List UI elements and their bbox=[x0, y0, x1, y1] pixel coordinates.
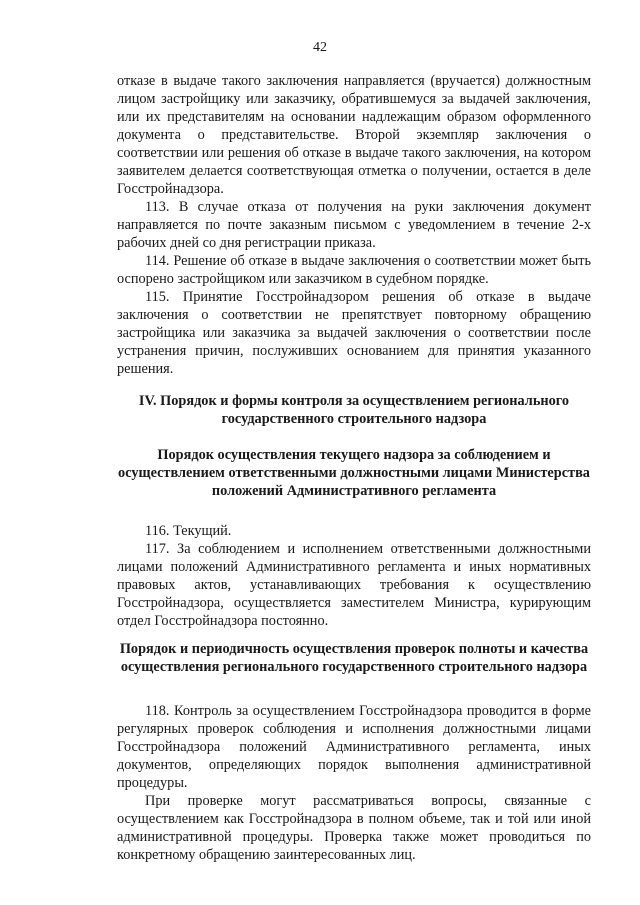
page-number: 42 bbox=[313, 40, 327, 55]
paragraph-114: 114. Решение об отказе в выдаче заключения о соответствии может быть оспорено застройщиком или заказчиком в судебном порядке. bbox=[117, 253, 591, 287]
paragraph-117: 117. За соблюдением и исполнением ответственными должностными лицами положений Административного регламента и иных нормативных правовых актов, устанавливающих требования к осуществлению Госстройнадзора, осуществляется заместителем Министра, курирующим отдел Госстройнадзора постоянно. bbox=[117, 541, 591, 629]
subsection-heading-current-supervision: Порядок осуществления текущего надзора за соблюдением и осуществлением ответственными должностными лицами Министерства положений Административного регламента bbox=[118, 447, 590, 499]
paragraph-inspection-scope: При проверке могут рассматриваться вопросы, связанные с осуществлением как Госстройнадзора в полном объеме, так и той или иной административной процедуры. Проверка также может проводиться по конкретному обращению заинтересованных лиц. bbox=[117, 793, 591, 863]
paragraph-115: 115. Принятие Госстройнадзором решения об отказе в выдаче заключения о соответствии не препятствует повторному обращению застройщика или заказчика за выдачей заключения о соответствии после устранения причин, послуживших основанием для принятия указанного решения. bbox=[117, 289, 591, 377]
paragraph-continuation: отказе в выдаче такого заключения направляется (вручается) должностным лицом застройщику или заказчику, обратившемуся за выдачей заключения, или их представителям на основании надлежащим образом оформленного документа о представительстве. Второй экземпляр заключения о соответствии или решения об отказе в выдаче такого заключения, на котором заявителем делается соответствующая отметка о получении, остается в деле Госстройнадзора. bbox=[117, 73, 591, 197]
paragraph-113: 113. В случае отказа от получения на руки заключения документ направляется по почте заказным письмом с уведомлением в течение 2-х рабочих дней со дня регистрации приказа. bbox=[117, 199, 591, 251]
section-heading-iv: IV. Порядок и формы контроля за осуществлением регионального государственного строительного надзора bbox=[138, 393, 570, 427]
document-body bbox=[117, 72, 591, 864]
subsection-heading-inspections: Порядок и периодичность осуществления проверок полноты и качества осуществления регионального государственного строительного надзора bbox=[119, 641, 589, 675]
paragraph-118: 118. Контроль за осуществлением Госстройнадзора проводится в форме регулярных проверок соблюдения и исполнения должностными лицами Госстройнадзора положений Административного регламента, иных документов, определяющих порядок выполнения административной процедуры. bbox=[117, 703, 591, 791]
paragraph-116: 116. Текущий. bbox=[145, 523, 232, 539]
